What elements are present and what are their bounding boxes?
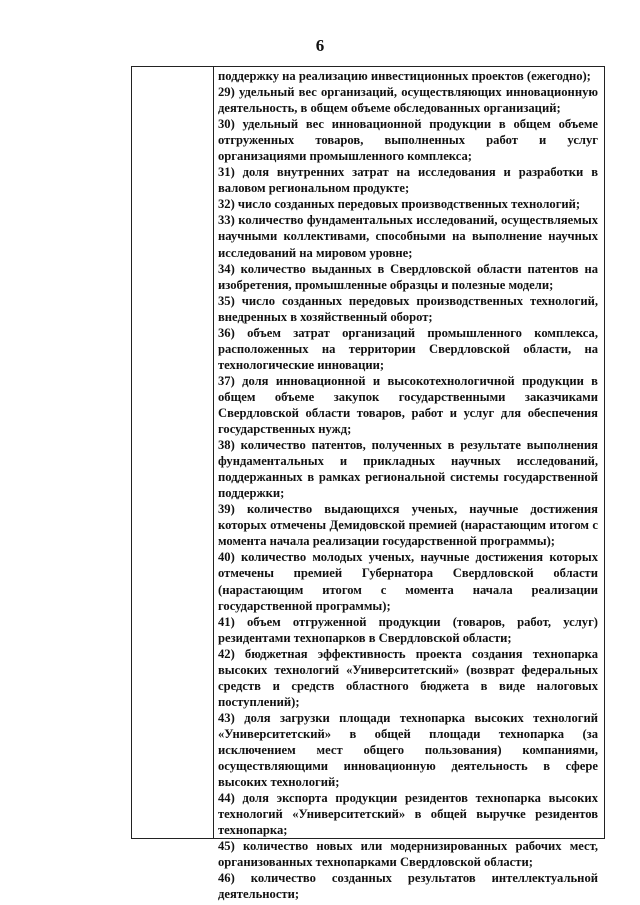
list-item: 29) удельный вес организаций, осуществляющих инновационную деятельность, в общем объеме обследованных организаций;: [218, 85, 598, 116]
list-item: 35) число созданных передовых производственных технологий, внедренных в хозяйственный оборот;: [218, 293, 598, 324]
table-right-border: [604, 67, 605, 838]
list-item: 46) количество созданных результатов интеллектуальной деятельности;: [218, 871, 598, 902]
list-item: 36) объем затрат организаций промышленного комплекса, расположенных на территории Свердловской области, на технологические инновации;: [218, 325, 598, 372]
list-item: поддержку на реализацию инвестиционных проектов (ежегодно);: [218, 69, 591, 83]
table-frame: [131, 66, 605, 902]
list-item: 34) количество выданных в Свердловской области патентов на изобретения, промышленные образцы и полезные модели;: [218, 261, 598, 292]
indicator-list: [218, 68, 598, 902]
list-item: 31) доля внутренних затрат на исследования и разработки в валовом региональном продукте;: [218, 165, 598, 196]
page-number: 6: [315, 36, 325, 55]
list-item: 43) доля загрузки площади технопарка высоких технологий «Университетский» в общей площади технопарка (за исключением мест общего пользования) компаниями, осуществляющими инновационную деятельность в сфере высоких технологий;: [218, 710, 598, 790]
list-item: 42) бюджетная эффективность проекта создания технопарка высоких технологий «Университетский» (возврат федеральных средств и средств областного бюджета в виде налоговых поступлений);: [218, 646, 598, 709]
list-item: 44) доля экспорта продукции резидентов технопарка высоких технологий «Университетский» в общей выручке резидентов технопарка;: [218, 791, 598, 838]
list-item: 45) количество новых или модернизированных рабочих мест, организованных технопарками Свердловской области;: [218, 839, 598, 870]
table-left-border: [131, 67, 132, 838]
list-item: 39) количество выдающихся ученых, научные достижения которых отмечены Демидовской премией (нарастающим итогом с момента начала реализации государственной программы);: [218, 502, 598, 549]
list-item: 37) доля инновационной и высокотехнологичной продукции в общем объеме закупок государственными заказчиками Свердловской области товаров, работ и услуг для обеспечения государственных нужд;: [218, 373, 598, 437]
list-item: 30) удельный вес инновационной продукции в общем объеме отгруженных товаров, выполненных работ и услуг организациями промышленного комплекса;: [218, 117, 598, 164]
list-item: 38) количество патентов, полученных в результате выполнения фундаментальных и прикладных научных исследований, поддержанных в рамках региональной системы государственной поддержки;: [218, 438, 598, 501]
list-item: 33) количество фундаментальных исследований, осуществляемых научными коллективами, способными на выполнение научных исследований на мировом уровне;: [218, 213, 598, 260]
list-item: 32) число созданных передовых производственных технологий;: [218, 197, 581, 212]
list-item: 41) объем отгруженной продукции (товаров, работ, услуг) резидентами технопарков в Свердловской области;: [218, 614, 598, 645]
table-column-divider: [213, 67, 214, 838]
list-item: 40) количество молодых ученых, научные достижения которых отмечены премией Губернатора Свердловской области (нарастающим итогом с момента начала реализации государственной программы);: [218, 550, 598, 613]
